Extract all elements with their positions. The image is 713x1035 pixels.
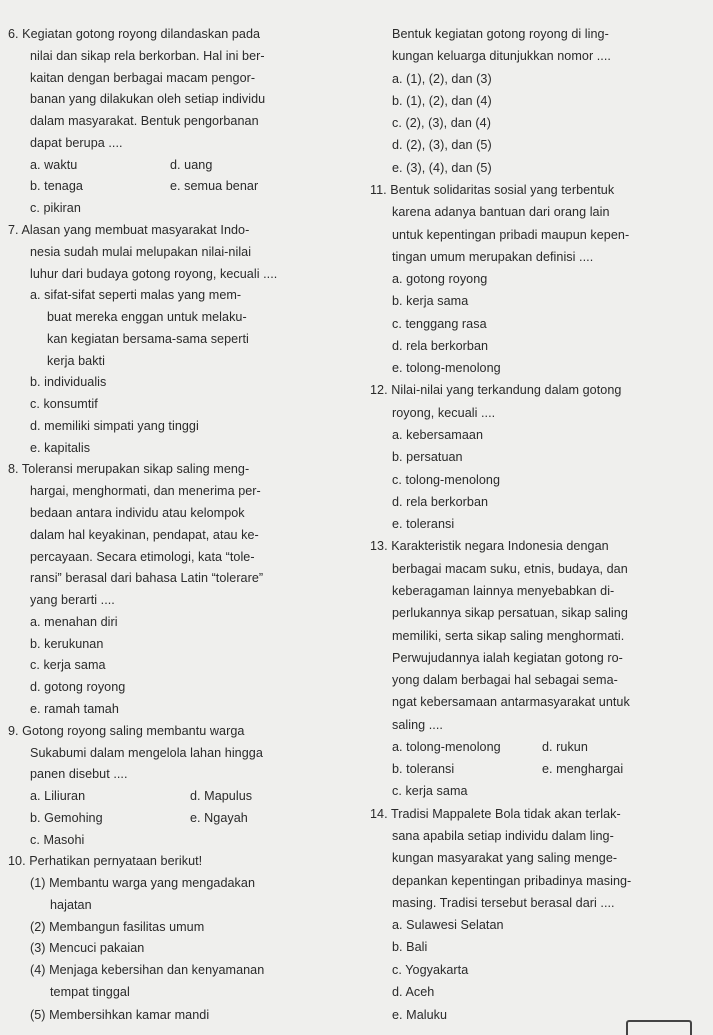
option-8e[interactable]: e. ramah tamah	[30, 701, 119, 716]
question-6-stem-line: dalam masyarakat. Bentuk pengorbanan	[30, 114, 259, 129]
option-11d[interactable]: d. rela berkorban	[392, 338, 489, 353]
question-13-stem-line: perlukannya sikap persatuan, sikap saling	[392, 606, 628, 621]
option-6c[interactable]: c. pikiran	[30, 201, 81, 216]
option-13e[interactable]: e. menghargai	[542, 762, 624, 777]
option-8d[interactable]: d. gotong royong	[30, 680, 126, 695]
question-13-stem-line: yong dalam berbagai hal sebagai sema-	[392, 673, 618, 688]
question-13-stem-line: saling ....	[392, 717, 443, 732]
option-11a[interactable]: a. gotong royong	[392, 272, 488, 287]
option-7d[interactable]: d. memiliki simpati yang tinggi	[30, 418, 199, 433]
option-7b[interactable]: b. individualis	[30, 375, 107, 390]
option-6a[interactable]: a. waktu	[30, 157, 78, 172]
statement-10-5: (5) Membersihkan kamar mandi	[30, 1008, 210, 1022]
option-6e[interactable]: e. semua benar	[170, 179, 259, 194]
question-8-stem-line: yang berarti ....	[30, 593, 115, 608]
option-7a-cont: kerja bakti	[47, 353, 105, 368]
statement-10-3: (3) Mencuci pakaian	[30, 941, 145, 956]
option-7a[interactable]: a. sifat-sifat seperti malas yang mem-	[30, 288, 242, 303]
question-11-stem-line: tingan umum merupakan definisi ....	[392, 249, 594, 264]
option-8c[interactable]: c. kerja sama	[30, 658, 106, 673]
question-14-stem-line: sana apabila setiap individu dalam ling-	[392, 829, 614, 844]
option-11c[interactable]: c. tenggang rasa	[392, 316, 487, 331]
question-8-stem-line: hargai, menghormati, dan menerima per-	[30, 484, 261, 499]
option-10a[interactable]: a. (1), (2), dan (3)	[392, 71, 492, 86]
question-6-stem-line: nilai dan sikap rela berkorban. Hal ini ber-	[30, 48, 265, 63]
option-12c[interactable]: c. tolong-menolong	[392, 472, 501, 487]
option-14e[interactable]: e. Maluku	[392, 1008, 448, 1022]
option-7e[interactable]: e. kapitalis	[30, 440, 91, 455]
option-11b[interactable]: b. kerja sama	[392, 294, 469, 309]
option-14c[interactable]: c. Yogyakarta	[392, 962, 469, 977]
option-12b[interactable]: b. persatuan	[392, 450, 463, 465]
question-6-stem-line: kaitan dengan berbagai macam pengor-	[30, 70, 256, 85]
option-13b[interactable]: b. toleransi	[392, 762, 455, 777]
statement-10-2: (2) Membangun fasilitas umum	[30, 919, 205, 934]
option-6b[interactable]: b. tenaga	[30, 179, 83, 194]
option-7a-cont: buat mereka enggan untuk melaku-	[47, 310, 247, 325]
option-6d[interactable]: d. uang	[170, 157, 213, 172]
question-8-stem-line: 8. Toleransi merupakan sikap saling meng-	[8, 462, 250, 477]
option-9b[interactable]: b. Gemohing	[30, 810, 103, 825]
question-13-stem-line: berbagai macam suku, etnis, budaya, dan	[392, 561, 628, 576]
option-9c[interactable]: c. Masohi	[30, 832, 85, 847]
question-9-stem-line: 9. Gotong royong saling membantu warga	[8, 723, 245, 738]
question-8-stem-line: dalam hal keyakinan, pendapat, atau ke-	[30, 527, 259, 542]
question-6-stem-line: 6. Kegiatan gotong royong dilandaskan pada	[8, 27, 261, 41]
question-11-stem-line: karena adanya bantuan dari orang lain	[392, 205, 610, 220]
question-7-stem-line: nesia sudah mulai melupakan nilai-nilai	[30, 244, 252, 259]
question-11-stem-line: 11. Bentuk solidaritas sosial yang terbentuk	[370, 182, 615, 197]
option-9a[interactable]: a. Liliuran	[30, 789, 86, 804]
option-10c[interactable]: c. (2), (3), dan (4)	[392, 116, 491, 131]
statement-10-4-cont: tempat tinggal	[50, 985, 130, 999]
option-9e[interactable]: e. Ngayah	[190, 810, 248, 825]
option-12e[interactable]: e. toleransi	[392, 517, 455, 532]
option-13c[interactable]: c. kerja sama	[392, 784, 468, 799]
option-13d[interactable]: d. rukun	[542, 739, 588, 754]
question-10-stem2-line: Bentuk kegiatan gotong royong di ling-	[392, 27, 609, 41]
question-10-stem-line: 10. Perhatikan pernyataan berikut!	[8, 854, 203, 869]
question-12-stem-line: royong, kecuali ....	[392, 405, 496, 420]
option-12d[interactable]: d. rela berkorban	[392, 494, 489, 509]
question-9-stem-line: Sukabumi dalam mengelola lahan hingga	[30, 745, 263, 760]
question-6-stem-line: dapat berupa ....	[30, 135, 123, 150]
question-8-stem-line: percayaan. Secara etimologi, kata “tole-	[30, 549, 255, 564]
question-10-stem2-line: kungan keluarga ditunjukkan nomor ....	[392, 49, 611, 64]
option-12a[interactable]: a. kebersamaan	[392, 428, 484, 443]
question-14-stem-line: masing. Tradisi tersebut berasal dari ....	[392, 895, 615, 910]
question-7-stem-line: 7. Alasan yang membuat masyarakat Indo-	[8, 222, 250, 237]
question-14-stem-line: 14. Tradisi Mappalete Bola tidak akan terlak-	[370, 806, 621, 821]
option-10e[interactable]: e. (3), (4), dan (5)	[392, 160, 492, 175]
option-11e[interactable]: e. tolong-menolong	[392, 361, 501, 376]
question-8-stem-line: bedaan antara individu atau kelompok	[30, 506, 245, 520]
question-13-stem-line: keberagaman lainnya menyebabkan di-	[392, 583, 615, 598]
question-14-stem-line: kungan masyarakat yang saling menge-	[392, 851, 618, 866]
question-13-stem-line: 13. Karakteristik negara Indonesia dengan	[370, 539, 609, 554]
option-8a[interactable]: a. menahan diri	[30, 614, 118, 629]
option-8b[interactable]: b. kerukunan	[30, 636, 104, 651]
question-6-stem-line: banan yang dilakukan oleh setiap individu	[30, 92, 266, 107]
question-9-stem-line: panen disebut ....	[30, 767, 128, 782]
option-14a[interactable]: a. Sulawesi Selatan	[392, 918, 504, 933]
question-13-stem-line: ngat kebersamaan antarmasyarakat untuk	[392, 695, 630, 710]
option-14d[interactable]: d. Aceh	[392, 985, 435, 999]
option-9d[interactable]: d. Mapulus	[190, 789, 253, 804]
question-13-stem-line: memiliki, serta sikap saling menghormati.	[392, 628, 625, 643]
question-14-stem-line: depankan kepentingan pribadinya masing-	[392, 873, 632, 888]
question-8-stem-line: ransi” berasal dari bahasa Latin “tolerare”	[30, 571, 264, 586]
option-10d[interactable]: d. (2), (3), dan (5)	[392, 138, 492, 153]
option-7a-cont: kan kegiatan bersama-sama seperti	[47, 331, 249, 346]
question-7-stem-line: luhur dari budaya gotong royong, kecuali ....	[30, 266, 278, 281]
option-14b[interactable]: b. Bali	[392, 940, 428, 955]
option-13a[interactable]: a. tolong-menolong	[392, 739, 501, 754]
option-7c[interactable]: c. konsumtif	[30, 397, 98, 412]
question-13-stem-line: Perwujudannya ialah kegiatan gotong ro-	[392, 650, 623, 665]
statement-10-1: (1) Membantu warga yang mengadakan	[30, 876, 256, 891]
statement-10-1-cont: hajatan	[50, 897, 92, 912]
question-11-stem-line: untuk kepentingan pribadi maupun kepen-	[392, 227, 630, 242]
option-10b[interactable]: b. (1), (2), dan (4)	[392, 93, 492, 108]
question-12-stem-line: 12. Nilai-nilai yang terkandung dalam gotong	[370, 383, 622, 398]
statement-10-4: (4) Menjaga kebersihan dan kenyamanan	[30, 963, 265, 978]
